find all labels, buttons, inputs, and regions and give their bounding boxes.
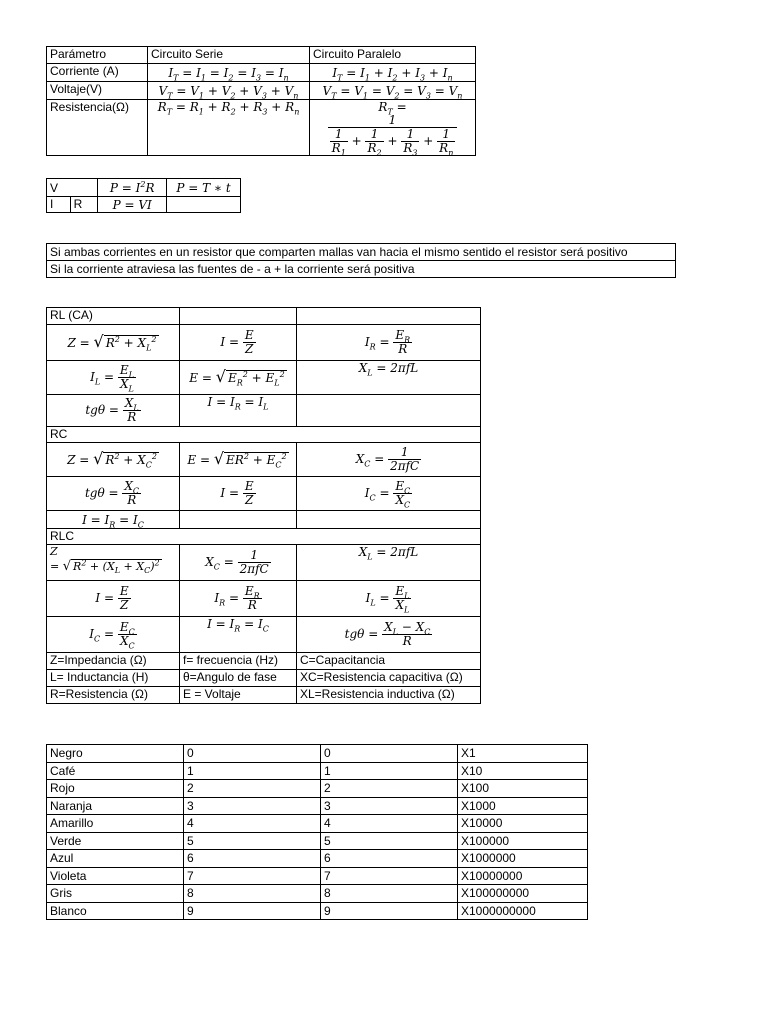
second-digit-cell: 2 bbox=[321, 780, 458, 798]
rlc-il-formula: $I_L$ = $\frac{E_L}{X_L}$ bbox=[297, 581, 481, 617]
second-digit-cell: 9 bbox=[321, 902, 458, 920]
legend-xl: XL=Resistencia inductiva (Ω) bbox=[297, 687, 481, 704]
legend-xc: XC=Resistencia capacitiva (Ω) bbox=[297, 670, 481, 687]
table-row bbox=[47, 815, 588, 833]
row-label: Corriente (A) bbox=[47, 64, 148, 82]
rl-voltage-formula: E = √ $E_R^2 + E_L^2$ bbox=[180, 361, 297, 395]
color-name-cell: Naranja bbox=[47, 797, 184, 815]
empty-cell bbox=[297, 511, 481, 529]
legend-voltaje: E = Voltaje bbox=[180, 687, 297, 704]
rl-section-label: RL (CA) bbox=[47, 308, 180, 325]
color-code-table bbox=[46, 744, 588, 920]
row-label: Voltaje(V) bbox=[47, 82, 148, 100]
header-paralelo: Circuito Paralelo bbox=[310, 47, 476, 64]
note-mallas: Si ambas corrientes en un resistor que comparten mallas van hacia el mismo sentido el resistor será positivo bbox=[47, 244, 676, 261]
power-formula-tt: P = T ∗ t bbox=[167, 179, 241, 197]
multiplier-cell: X10000000 bbox=[458, 867, 588, 885]
formula-voltaje-serie: $V_T = V_1 + V_2 + V_3 + V_n$ bbox=[148, 82, 310, 100]
first-digit-cell: 5 bbox=[184, 832, 321, 850]
multiplier-cell: X1 bbox=[458, 745, 588, 763]
formula-corriente-serie: $I_T = I_1 = I_2 = I_3 = I_n$ bbox=[148, 64, 310, 82]
rlc-ic-formula: $I_C$ = $\frac{E_C}{X_C}$ bbox=[47, 617, 180, 653]
rl-tan-formula: tgθ = $\frac{X_L}{R}$ bbox=[47, 395, 180, 427]
table-row bbox=[47, 780, 588, 798]
color-name-cell: Negro bbox=[47, 745, 184, 763]
power-i-label: I bbox=[47, 197, 71, 213]
second-digit-cell: 0 bbox=[321, 745, 458, 763]
multiplier-cell: X100000000 bbox=[458, 885, 588, 903]
first-digit-cell: 2 bbox=[184, 780, 321, 798]
legend-inductancia: L= Inductancia (H) bbox=[47, 670, 180, 687]
table-row bbox=[47, 867, 588, 885]
formula-corriente-paralelo: $I_T = I_1 + I_2 + I_3 + I_n$ bbox=[310, 64, 476, 82]
rlc-ir-formula: $I_R$ = $\frac{E_R}{R}$ bbox=[180, 581, 297, 617]
header-parametro: Parámetro bbox=[47, 47, 148, 64]
table-row bbox=[47, 797, 588, 815]
table-row bbox=[47, 762, 588, 780]
rlc-xl-formula: $X_L = 2\pi fL$ bbox=[297, 545, 481, 581]
empty-cell bbox=[297, 308, 481, 325]
rl-current-formula: I = $\frac{E}{Z}$ bbox=[180, 325, 297, 361]
power-r-label: R bbox=[70, 197, 98, 213]
rlc-section-label: RLC bbox=[47, 529, 481, 545]
second-digit-cell: 1 bbox=[321, 762, 458, 780]
rc-tan-formula: tgθ = $\frac{X_C}{R}$ bbox=[47, 477, 180, 511]
color-name-cell: Amarillo bbox=[47, 815, 184, 833]
first-digit-cell: 6 bbox=[184, 850, 321, 868]
legend-frecuencia: f= frecuencia (Hz) bbox=[180, 653, 297, 670]
multiplier-cell: X1000000000 bbox=[458, 902, 588, 920]
rlc-tan-formula: tgθ = $\frac{X_L - X_C}{R}$ bbox=[297, 617, 481, 653]
rlc-xc-formula: $X_C$ = $\frac{1}{\text{2πfC}}$ bbox=[180, 545, 297, 581]
multiplier-cell: X1000000 bbox=[458, 850, 588, 868]
first-digit-cell: 7 bbox=[184, 867, 321, 885]
color-name-cell: Blanco bbox=[47, 902, 184, 920]
second-digit-cell: 4 bbox=[321, 815, 458, 833]
first-digit-cell: 0 bbox=[184, 745, 321, 763]
color-name-cell: Violeta bbox=[47, 867, 184, 885]
rc-voltage-formula: E = √ $ER^2 + E_C^2$ bbox=[180, 443, 297, 477]
legend-impedancia: Z=Impedancia (Ω) bbox=[47, 653, 180, 670]
rlc-current-formula: I = $\frac{E}{Z}$ bbox=[47, 581, 180, 617]
empty-cell bbox=[180, 308, 297, 325]
power-formula-vi: P = VI bbox=[98, 197, 167, 213]
multiplier-cell: X10000 bbox=[458, 815, 588, 833]
second-digit-cell: 7 bbox=[321, 867, 458, 885]
rc-current-formula: I = $\frac{E}{Z}$ bbox=[180, 477, 297, 511]
multiplier-cell: X100000 bbox=[458, 832, 588, 850]
rl-impedance-formula: Z = √ $R^2 + X_L^2$ bbox=[47, 325, 180, 361]
rlc-impedance-formula: Z = √ $R^2 + (X_L + X_C)^2$ bbox=[47, 545, 180, 581]
notes-table bbox=[46, 243, 676, 278]
rc-current-equal-formula: $I = I_R = I_C$ bbox=[47, 511, 180, 529]
multiplier-cell: X10 bbox=[458, 762, 588, 780]
color-name-cell: Azul bbox=[47, 850, 184, 868]
rl-current-equal-formula: $I = I_R = I_L$ bbox=[180, 395, 297, 427]
multiplier-cell: X100 bbox=[458, 780, 588, 798]
rl-ir-formula: $I_R$ = $\frac{E_R}{R}$ bbox=[297, 325, 481, 361]
first-digit-cell: 4 bbox=[184, 815, 321, 833]
table-row bbox=[47, 885, 588, 903]
power-formula-i2r: $P = I^2R$ bbox=[98, 179, 167, 197]
formula-voltaje-paralelo: $V_T = V_1 = V_2 = V_3 = V_n$ bbox=[310, 82, 476, 100]
second-digit-cell: 3 bbox=[321, 797, 458, 815]
color-name-cell: Rojo bbox=[47, 780, 184, 798]
table-row bbox=[47, 850, 588, 868]
color-name-cell: Café bbox=[47, 762, 184, 780]
rc-section-label: RC bbox=[47, 427, 481, 443]
first-digit-cell: 3 bbox=[184, 797, 321, 815]
legend-resistencia: R=Resistencia (Ω) bbox=[47, 687, 180, 704]
power-table bbox=[46, 178, 241, 213]
second-digit-cell: 5 bbox=[321, 832, 458, 850]
legend-capacitancia: C=Capacitancia bbox=[297, 653, 481, 670]
legend-angulo: θ=Angulo de fase bbox=[180, 670, 297, 687]
note-fuentes: Si la corriente atraviesa las fuentes de - a + la corriente será positiva bbox=[47, 261, 676, 278]
first-digit-cell: 8 bbox=[184, 885, 321, 903]
row-label: Resistencia(Ω) bbox=[47, 100, 148, 156]
ac-table bbox=[46, 307, 481, 704]
power-v-label: V bbox=[47, 179, 98, 197]
circuit-table bbox=[46, 46, 476, 156]
empty-cell bbox=[297, 395, 481, 427]
multiplier-cell: X1000 bbox=[458, 797, 588, 815]
rc-ic-formula: $I_C$ = $\frac{E_C}{X_C}$ bbox=[297, 477, 481, 511]
header-serie: Circuito Serie bbox=[148, 47, 310, 64]
color-name-cell: Gris bbox=[47, 885, 184, 903]
table-row bbox=[47, 745, 588, 763]
first-digit-cell: 1 bbox=[184, 762, 321, 780]
rl-xl-formula: $X_L = 2\pi fL$ bbox=[297, 361, 481, 395]
color-name-cell: Verde bbox=[47, 832, 184, 850]
formula-resistencia-paralelo: $R_T$ = 1 $\frac{1}{R_1}$ + $\frac{1}{R_2}$ + $\frac{1}{R_3}$ + $\frac{1}{R_n}$ bbox=[310, 100, 476, 156]
first-digit-cell: 9 bbox=[184, 902, 321, 920]
second-digit-cell: 8 bbox=[321, 885, 458, 903]
second-digit-cell: 6 bbox=[321, 850, 458, 868]
power-empty-cell bbox=[167, 197, 241, 213]
rc-xc-formula: $X_C$ = $\frac{1}{\text{2πfC}}$ bbox=[297, 443, 481, 477]
rlc-current-equal-formula: $I = I_R = I_C$ bbox=[180, 617, 297, 653]
table-row bbox=[47, 902, 588, 920]
empty-cell bbox=[180, 511, 297, 529]
rc-impedance-formula: Z = √ $R^2 + X_C^2$ bbox=[47, 443, 180, 477]
rl-il-formula: $I_L$ = $\frac{E_L}{X_L}$ bbox=[47, 361, 180, 395]
formula-resistencia-serie: $R_T = R_1 + R_2 + R_3 + R_n$ bbox=[148, 100, 310, 156]
table-row bbox=[47, 832, 588, 850]
